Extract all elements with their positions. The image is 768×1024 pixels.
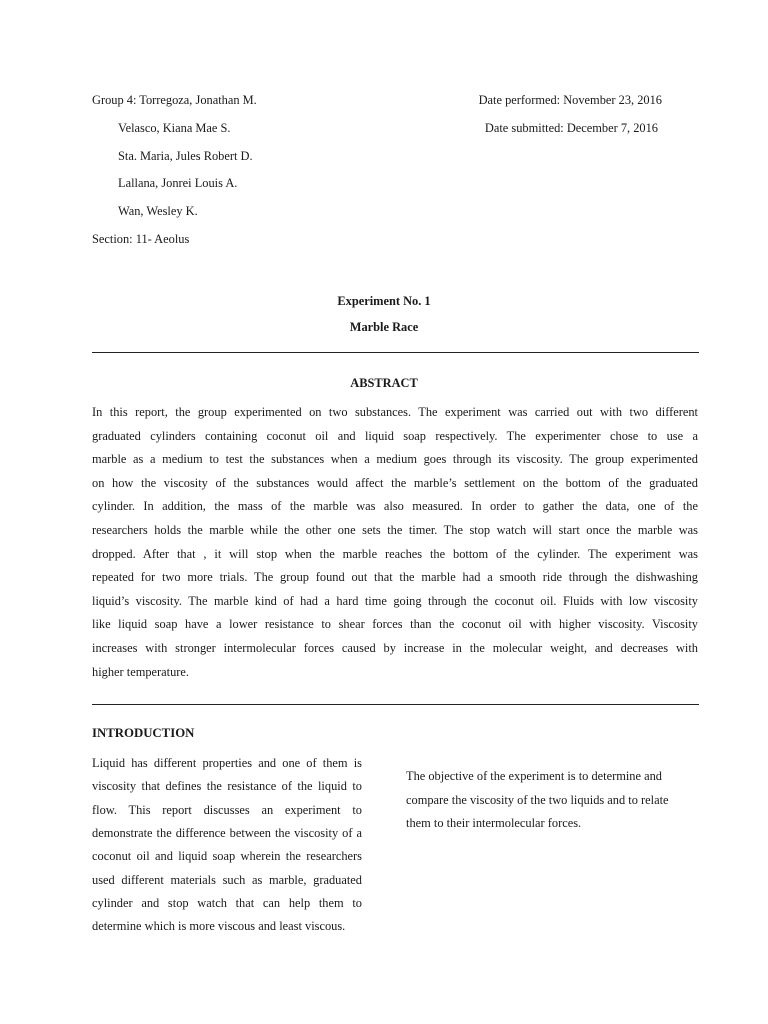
date-submitted: Date submitted: December 7, 2016 xyxy=(484,121,658,135)
group-label: Group 4: Torregoza, Jonathan M. xyxy=(92,93,257,107)
introduction-heading: INTRODUCTION xyxy=(92,726,195,740)
member-name: Lallana, Jonrei Louis A. xyxy=(118,176,238,190)
text-line: used different materials such as marble, graduated xyxy=(92,872,362,887)
text-line: compare the viscosity of the two liquids and to relate xyxy=(406,792,669,807)
text-line: graduated cylinders containing coconut oil and liquid soap respectively. The experimenter chose to use a xyxy=(92,428,698,443)
text-line: demonstrate the difference between the viscosity of a xyxy=(92,825,362,840)
experiment-number: Experiment No. 1 xyxy=(337,294,431,308)
experiment-title: Marble Race xyxy=(349,320,419,334)
text-line: viscosity that defines the resistance of the liquid to xyxy=(92,779,362,794)
text-line: cylinder and stop watch that can help them to xyxy=(92,895,362,910)
text-line: higher temperature. xyxy=(92,664,190,679)
section-label: Section: 11- Aeolus xyxy=(92,232,190,246)
text-line: flow. This report discusses an experiment to xyxy=(92,802,362,817)
member-name: Sta. Maria, Jules Robert D. xyxy=(118,149,253,163)
text-line: increases with stronger intermolecular forces caused by increase in the molecular weight, and decreases with xyxy=(92,641,698,655)
text-line: researchers holds the marble while the other one sets the timer. The stop watch will start once the marble was xyxy=(92,523,698,537)
member-name: Wan, Wesley K. xyxy=(118,204,198,218)
text-line: marble as a medium to test the substances when a medium goes through its viscosity. The group experimented xyxy=(92,452,698,467)
text-line: coconut oil and liquid soap wherein the researchers xyxy=(92,849,362,864)
text-line: In this report, the group experimented on two substances. The experiment was carried out with two different xyxy=(92,405,698,419)
text-line: Liquid has different properties and one of them is xyxy=(92,756,362,770)
divider xyxy=(92,704,699,705)
text-line: on how the viscosity of the substances would affect the marble’s settlement on the bottom of the graduated xyxy=(92,475,698,490)
text-line: dropped. After that , it will stop when the marble reaches the bottom of the cylinder. The experiment was xyxy=(92,546,698,561)
date-performed: Date performed: November 23, 2016 xyxy=(478,93,662,107)
abstract-heading: ABSTRACT xyxy=(350,376,418,390)
divider xyxy=(92,352,699,353)
text-line: cylinder. In addition, the mass of the marble was also measured. In order to gather the data, one of the xyxy=(92,499,698,514)
text-line: liquid’s viscosity. The marble kind of had a hard time going through the coconut oil. Fluids with low viscosity xyxy=(92,593,698,608)
member-name: Velasco, Kiana Mae S. xyxy=(118,121,231,135)
text-line: The objective of the experiment is to determine and xyxy=(406,769,662,783)
text-line: like liquid soap have a lower resistance to shear forces than the coconut oil with higher viscosity. Viscosity xyxy=(92,617,698,632)
text-line: repeated for two more trials. The group found out that the marble had a smooth ride through the dishwashing xyxy=(92,570,698,585)
text-line: determine which is more viscous and least viscous. xyxy=(92,919,346,934)
text-line: them to their intermolecular forces. xyxy=(406,816,582,830)
